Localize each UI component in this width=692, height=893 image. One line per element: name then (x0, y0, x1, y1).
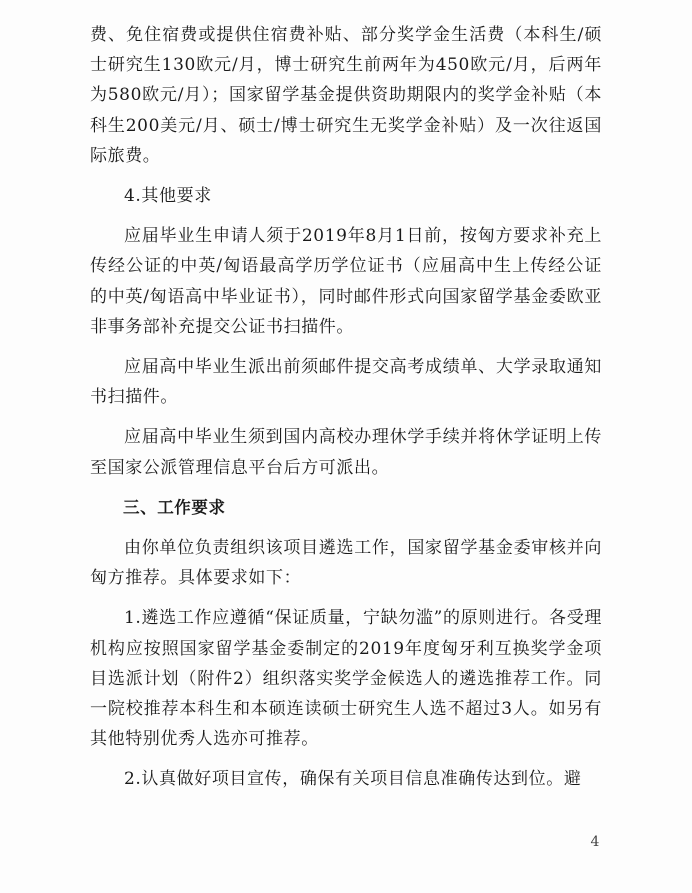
page-number: 4 (590, 834, 600, 850)
paragraph-organizing-unit: 由你单位负责组织该项目遴选工作，国家留学基金委审核并向匈方推荐。具体要求如下： (90, 538, 602, 589)
paragraph-stipend-continuation: 费、免住宿费或提供住宿费补贴、部分奖学金生活费（本科生/硕士研究生130欧元/月，博士研究生前两年为450欧元/月，后两年为580欧元/月）；国家留学基金提供资助期限内的奖学金补贴（本科生200美元/月、硕士/博士研究生无奖学金补贴）及一次往返国际旅费。 (90, 25, 602, 166)
paragraph-exam-transcripts: 应届高中毕业生派出前须邮件提交高考成绩单、大学录取通知书扫描件。 (90, 357, 602, 408)
section-heading-work-requirements: 三、工作要求 (123, 497, 226, 517)
heading-other-requirements: 4.其他要求 (124, 186, 212, 207)
paragraph-graduate-certificates: 应届毕业生申请人须于2019年8月1日前，按匈方要求补充上传经公证的中英/匈语最高学历学位证书（应届高中生上传经公证的中英/匈语高中毕业证书），同时邮件形式向国家留学基金委欧亚非事务部补充提交公证书扫描件。 (90, 226, 602, 337)
paragraph-selection-principles: 1.遴选工作应遵循“保证质量，宁缺勿滥”的原则进行。各受理机构应按照国家留学基金委制定的2019年度匈牙利互换奖学金项目选派计划（附件2）组织落实奖学金候选人的遴选推荐工作。同一院校推荐本科生和本硕连读硕士研究生人选不超过3人。如另有其他特别优秀人选亦可推荐。 (90, 608, 602, 750)
page-content (90, 20, 602, 805)
paragraph-publicity: 2.认真做好项目宣传，确保有关项目信息准确传达到位。避 (124, 769, 582, 790)
paragraph-leave-of-absence: 应届高中毕业生须到国内高校办理休学手续并将休学证明上传至国家公派管理信息平台后方可派出。 (90, 427, 602, 478)
